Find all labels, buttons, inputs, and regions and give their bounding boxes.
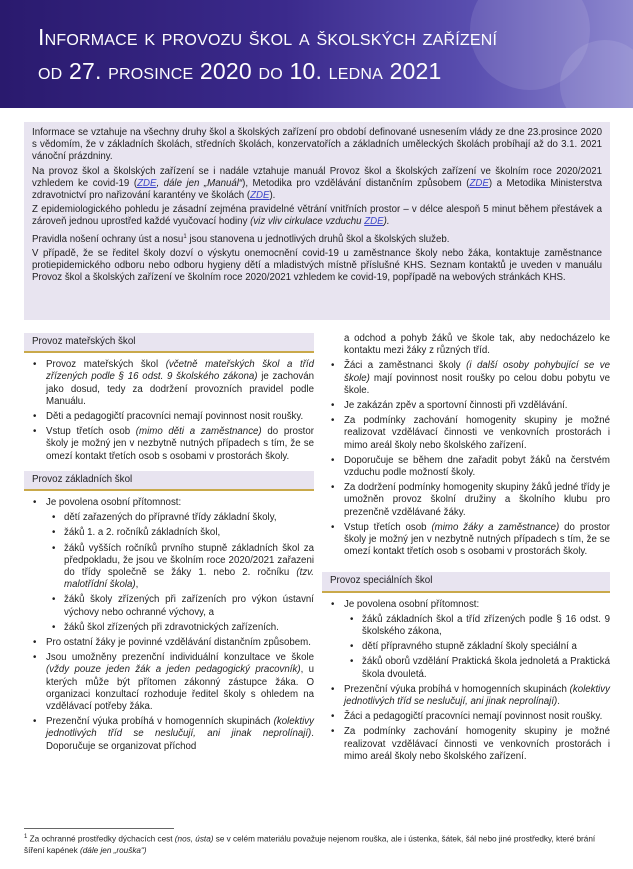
quarantine-link[interactable]: ZDE <box>250 190 270 202</box>
list-item: • Vstup třetích osob (mimo žáky a zaměstnance) do prostor školy je možný jen v nezbytně nutných případech s tím, že se omezí kontakt třetích osob s osobami v prostorách školy. <box>322 522 610 559</box>
sub-item: • dětí přípravného stupně základní školy speciální a <box>322 641 610 653</box>
intro-box <box>24 122 610 320</box>
manual-link[interactable]: ZDE <box>137 177 157 189</box>
left-column <box>24 333 314 756</box>
list-item: • Prezenční výuka probíhá v homogenních skupinách (kolektivy jednotlivých tříd se neslučují, ani jinak neprolínají). Doporučuje se organizovat příchod <box>24 716 314 753</box>
footnote-ref: 1 <box>183 233 187 240</box>
right-column <box>322 333 610 766</box>
intro-paragraph: Z epidemiologického pohledu je zásadní zejména pravidelné větrání vnitřních prostor – v délce alespoň 5 minut během přestávek a zároveň jednou uprostřed každé vyučovací hodiny (viz vliv cirkulace vzduchu ZDE). <box>32 204 602 228</box>
intro-paragraph: Pravidla nošení ochrany úst a nosu$^1$ jsou stanovena u jednotlivých druhů škol a školských služeb. <box>32 233 450 245</box>
zs-list-3 <box>322 360 610 558</box>
ss-sublist <box>322 614 610 681</box>
intro-paragraph: Informace se vztahuje na všechny druhy škol a školských zařízení pro období definované usnesením vlády ze dne 23.prosince 2020 s vědomím, že v základních školách, středních školách, konzervatořích a základních uměleckých školách probíhají až do 3.1. 2021 vánoční prázdniny. <box>32 127 602 163</box>
sub-item: • žáků oborů vzdělání Praktická škola jednoletá a Praktická škola dvouletá. <box>322 656 610 680</box>
zs-list <box>24 497 314 509</box>
section-heading-zs: Provoz základních škol <box>24 471 314 491</box>
title-line-2: od 27. prosince 2020 do 10. ledna 2021 <box>38 58 442 84</box>
intro-paragraph: V případě, že se ředitel školy dozví o výskytu onemocnění covid-19 u zaměstnance školy nebo žáka, kontaktuje zaměstnance protiepidemického odboru nebo odboru hygieny dětí a mladistvých místně příslušné KHS. Seznam kontaktů je uveden v manuálu Provoz škol a školských zařízení ve školním roce 2020/2021 vzhledem ke covid-19, popřípadě na webových stránkách KHS. <box>32 248 602 284</box>
footnote-number: 1 <box>24 834 28 840</box>
footnote-divider <box>24 828 174 829</box>
list-item: • Je povolena osobní přítomnost: <box>24 497 314 509</box>
list-item: • Provoz mateřských škol (včetně mateřských škol a tříd zřízených podle § 16 odst. 9 školského zákona) je zachován jako dosud, tedy za dodržení provozních pravidel podle Manuálu. <box>24 359 314 408</box>
section-heading-ss: Provoz speciálních škol <box>322 572 610 592</box>
section-heading-ms: Provoz mateřských škol <box>24 333 314 353</box>
sub-item: • žáků školy zřízených při zařízeních pro výkon ústavní výchovy nebo ochranné výchovy, a <box>24 594 314 618</box>
list-item: • Děti a pedagogičtí pracovníci nemají povinnost nosit roušky. <box>24 411 314 423</box>
title-banner <box>0 0 633 108</box>
sub-item: • žáků škol zřízených při zdravotnických zařízeních. <box>24 622 314 634</box>
sub-item: • dětí zařazených do přípravné třídy základní školy, <box>24 512 314 524</box>
ss-list <box>322 599 610 611</box>
list-item: • Za podmínky zachování homogenity skupiny je možné realizovat vzdělávací činnosti ve venkovních prostorách i mimo areál školy nebo školského zařízení. <box>322 726 610 763</box>
list-item: • Je zakázán zpěv a sportovní činnosti při vzdělávání. <box>322 400 610 412</box>
list-item: • Je povolena osobní přítomnost: <box>322 599 610 611</box>
list-item: • Žáci a pedagogičtí pracovníci nemají povinnost nosit roušky. <box>322 711 610 723</box>
list-item: • Za podmínky zachování homogenity skupiny je možné realizovat vzdělávací činnosti ve venkovních prostorách i mimo areál školy nebo školského zařízení. <box>322 415 610 452</box>
page-title <box>38 20 497 88</box>
title-line-1: Informace k provozu škol a školských zařízení <box>38 24 498 50</box>
sub-item: • žáků základních škol a tříd zřízených podle § 16 odst. 9 školského zákona, <box>322 614 610 638</box>
list-item: • Jsou umožněny prezenční individuální konzultace ve škole (vždy pouze jeden žák a jeden pedagogický pracovník), u kterých může být přítomen zákonný zástupce žáka. O organizaci konzultací rozhoduje ředitel školy s ohledem na vzdělávací potřeby žáka. <box>24 652 314 713</box>
footnote: $^1$ Za ochranné prostředky dýchacích cest (nos, ústa) se v celém materiálu považuje nejenom rouška, ale i ústenka, šátek, šál nebo jiné prostředky, které brání šíření kapének (dále jen „rouška“) <box>24 834 596 855</box>
sub-item: • žáků vyšších ročníků prvního stupně základních škol za předpokladu, že jsou ve školním roce 2020/2021 zařazeni do třídy společně se žáky 1. nebo 2. ročníku (tzv. malotřídní škola), <box>24 543 314 592</box>
list-item: • Za dodržení podmínky homogenity skupiny žáků jedné třídy je umožněn provoz školní družiny a školního klubu pro prezenčně vzdělávané žáky. <box>322 482 610 519</box>
list-item: • Žáci a zaměstnanci školy (i další osoby pohybující se ve škole) mají povinnost nosit roušky po celou dobu pobytu ve škole. <box>322 360 610 397</box>
continued-text: a odchod a pohyb žáků ve škole tak, aby nedocházelo ke kontaktu mezi žáky z různých tříd. <box>344 333 610 357</box>
air-circulation-link[interactable]: ZDE <box>364 216 384 228</box>
zs-list-2 <box>24 637 314 753</box>
intro-paragraph: Na provoz škol a školských zařízení se i nadále vztahuje manuál Provoz škol a školských zařízení ve školním roce 2020/2021 vzhledem ke covid-19 (ZDE, dále jen „Manuál“), Metodika pro vzdělávání distančním způsobem (ZDE) a Metodika Ministerstva zdravotnictví pro nařizování karantény ve školách (ZDE). <box>32 165 602 202</box>
list-item: • Doporučuje se během dne zařadit pobyt žáků na čerstvém vzduchu podle možností školy. <box>322 455 610 479</box>
list-item: • Vstup třetích osob (mimo děti a zaměstnance) do prostor školy je možný jen v nezbytně nutných případech s tím, že se omezí kontakt třetích osob s osobami v prostorách školy. <box>24 426 314 463</box>
list-item: • Pro ostatní žáky je povinné vzdělávání distančním způsobem. <box>24 637 314 649</box>
sub-item: • žáků 1. a 2. ročníků základních škol, <box>24 527 314 539</box>
zs-sublist <box>24 512 314 634</box>
list-item: • Prezenční výuka probíhá v homogenních skupinách (kolektivy jednotlivých tříd se neslučují, ani jinak neprolínají). <box>322 684 610 708</box>
ss-list-2 <box>322 684 610 763</box>
ms-list <box>24 359 314 463</box>
methodology-link[interactable]: ZDE <box>469 177 489 189</box>
